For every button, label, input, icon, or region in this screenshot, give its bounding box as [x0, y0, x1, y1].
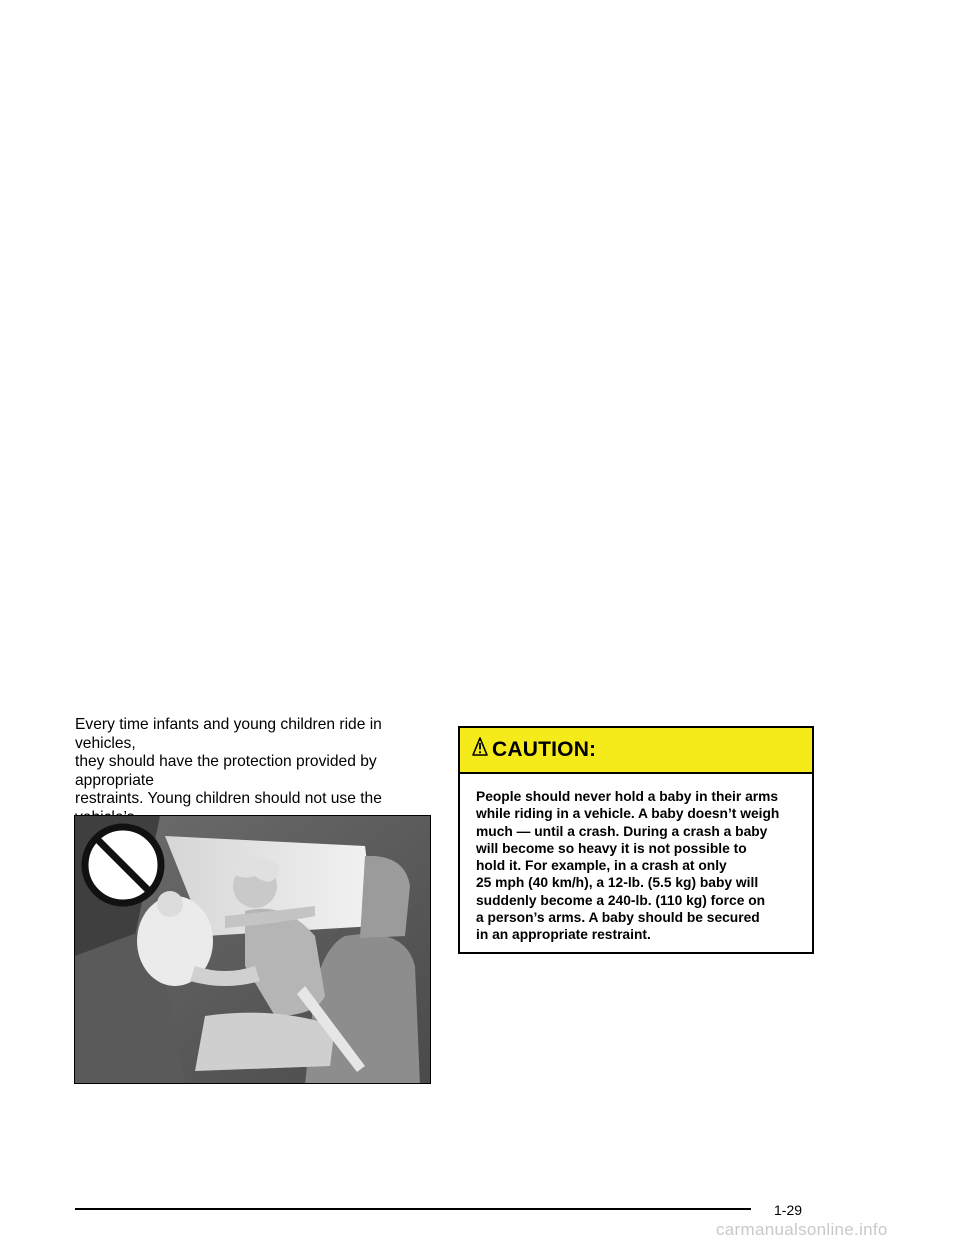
caution-title: CAUTION:	[492, 738, 597, 761]
page-number: 1-29	[774, 1202, 803, 1218]
watermark: carmanualsonline.info	[716, 1220, 888, 1239]
caution-header	[460, 728, 812, 774]
caution-body: People should never hold a baby in their arms while riding in a vehicle. A baby doesn’t weigh much — until a crash. During a crash a baby will become so heavy it is not possible to hold it. For example, in a crash at only 25 mph (40 km/h), a 12-lb. (5.5 kg) baby will suddenly become a 240-lb. (110 kg) force on a person’s arms. A baby should be secured in an appropriate restraint.	[476, 789, 780, 943]
prohibition-icon	[85, 827, 161, 903]
footer-rule	[75, 1208, 751, 1210]
illustration-woman-holding-baby	[74, 815, 431, 1084]
intro-paragraph: Every time infants and young children ride in vehicles, they should have the protection provided by appropriate restraints. Young children should not use the	[75, 716, 382, 808]
caution-triangle-icon	[472, 737, 488, 757]
caution-box	[458, 726, 814, 954]
